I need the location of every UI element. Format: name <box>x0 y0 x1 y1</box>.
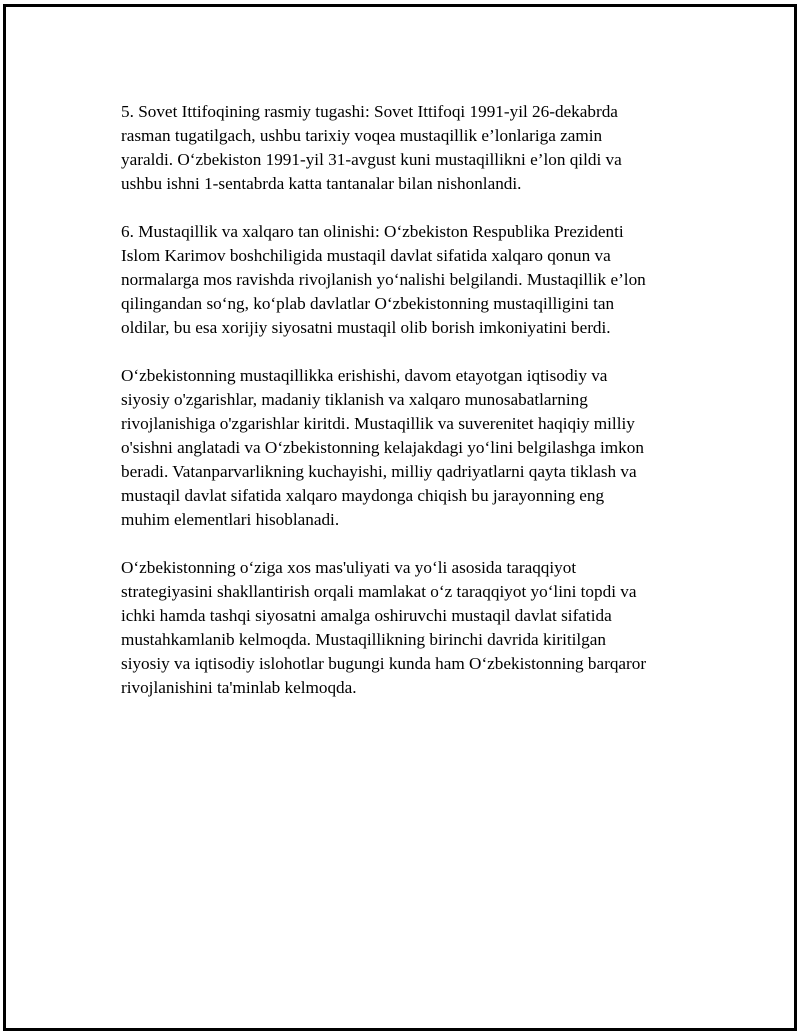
text-line: Islom Karimov boshchiligida mustaqil davlat sifatida xalqaro qonun va <box>121 246 611 265</box>
text-line: rivojlanishiga o'zgarishlar kiritdi. Mustaqillik va suverenitet haqiqiy milliy <box>121 414 635 433</box>
text-line: 6. Mustaqillik va xalqaro tan olinishi: O‘zbekiston Respublika Prezidenti <box>121 222 624 241</box>
text-line: ushbu ishni 1-sentabrda katta tantanalar bilan nishonlandi. <box>121 174 522 193</box>
text-line: rasman tugatilgach, ushbu tarixiy voqea mustaqillik e’lonlariga zamin <box>121 126 603 145</box>
text-line: O‘zbekistonning o‘ziga xos mas'uliyati va yo‘li asosida taraqqiyot <box>121 558 577 577</box>
paragraph-development-strategy <box>121 556 721 700</box>
text-line: normalarga mos ravishda rivojlanish yo‘nalishi belgilandi. Mustaqillik e’lon <box>121 270 646 289</box>
text-line: muhim elementlari hisoblanadi. <box>121 510 340 529</box>
text-line: beradi. Vatanparvarlikning kuchayishi, milliy qadriyatlarni qayta tiklash va <box>121 462 637 481</box>
text-line: 5. Sovet Ittifoqining rasmiy tugashi: Sovet Ittifoqi 1991-yil 26-dekabrda <box>121 102 618 121</box>
document-body <box>121 100 721 724</box>
text-line: O‘zbekistonning mustaqillikka erishishi, davom etayotgan iqtisodiy va <box>121 366 608 385</box>
paragraph-international-recognition <box>121 220 721 340</box>
text-line: mustaqil davlat sifatida xalqaro maydonga chiqish bu jarayonning eng <box>121 486 605 505</box>
text-line: mustahkamlanib kelmoqda. Mustaqillikning birinchi davrida kiritilgan <box>121 630 606 649</box>
text-line: oldilar, bu esa xorijiy siyosatni mustaqil olib borish imkoniyatini berdi. <box>121 318 611 337</box>
text-line: yaraldi. O‘zbekiston 1991-yil 31-avgust kuni mustaqillikni e’lon qildi va <box>121 150 622 169</box>
text-line: qilingandan so‘ng, ko‘plab davlatlar O‘zbekistonning mustaqilligini tan <box>121 294 615 313</box>
paragraph-independence-significance <box>121 364 721 532</box>
page-border <box>3 4 797 1031</box>
text-line: o'sishni anglatadi va O‘zbekistonning kelajakdagi yo‘lini belgilashga imkon <box>121 438 644 457</box>
text-line: siyosiy va iqtisodiy islohotlar bugungi kunda ham O‘zbekistonning barqaror <box>121 654 647 673</box>
text-line: rivojlanishini ta'minlab kelmoqda. <box>121 678 357 697</box>
text-line: strategiyasini shakllantirish orqali mamlakat o‘z taraqqiyot yo‘lini topdi va <box>121 582 637 601</box>
text-line: ichki hamda tashqi siyosatni amalga oshiruvchi mustaqil davlat sifatida <box>121 606 612 625</box>
text-line: siyosiy o'zgarishlar, madaniy tiklanish va xalqaro munosabatlarning <box>121 390 588 409</box>
paragraph-soviet-dissolution <box>121 100 721 196</box>
